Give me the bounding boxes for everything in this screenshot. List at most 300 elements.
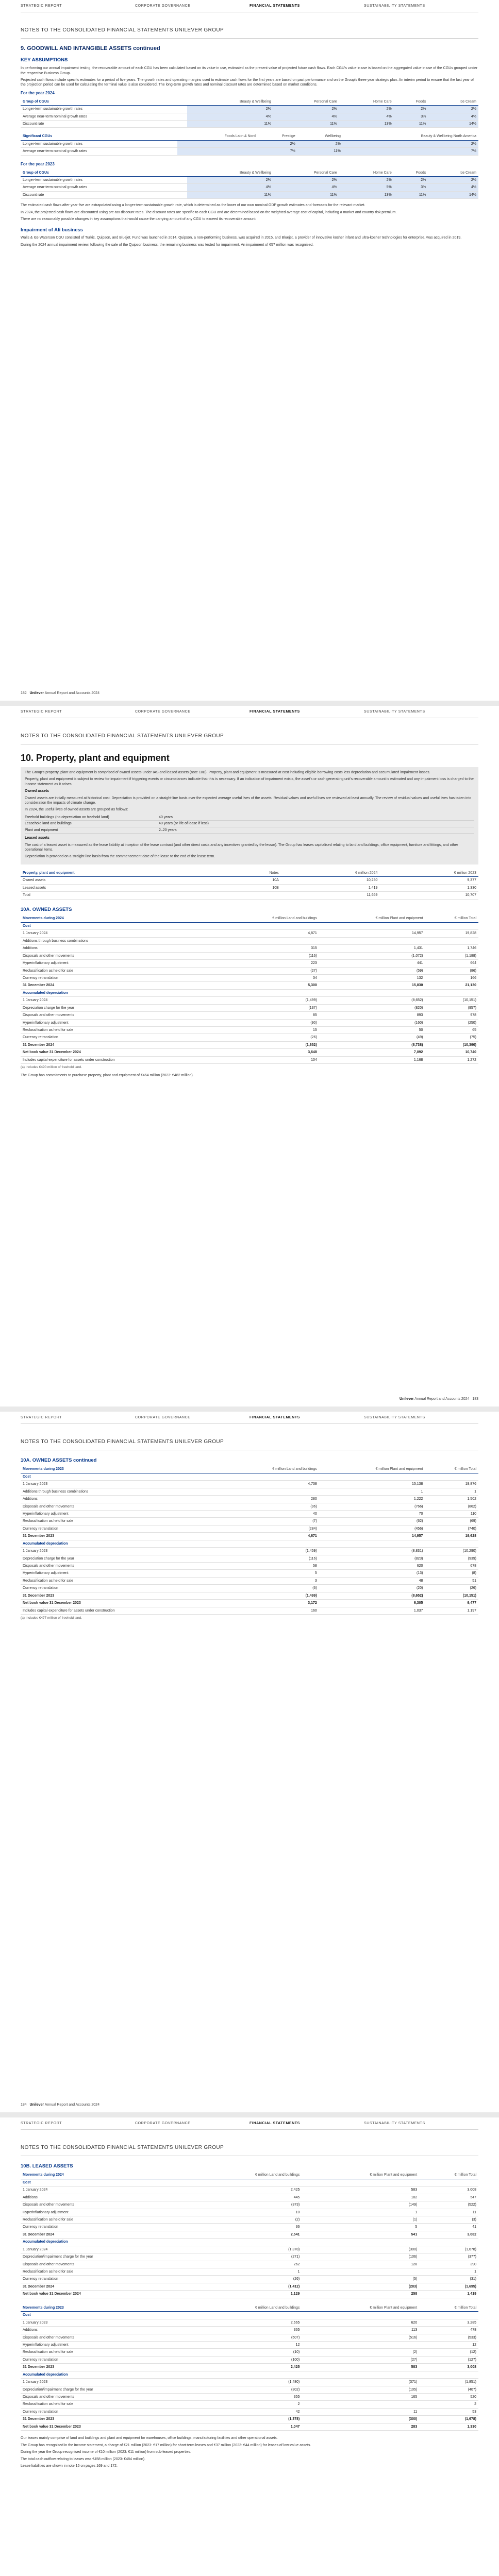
table-cell: 160 [219, 1607, 319, 1614]
table-cell: 1 [425, 1488, 478, 1495]
table-cell: (100) [191, 2356, 302, 2363]
column-header: Group of CGUs [21, 170, 187, 177]
row-label: Hyperinflationary adjustment [21, 1019, 219, 1026]
page-1 [0, 0, 499, 701]
table-cell: (740) [425, 1525, 478, 1532]
table-cell: 10,740 [425, 1049, 478, 1056]
table-cell: (1,188) [425, 952, 478, 959]
table-cell: (10) [191, 2349, 302, 2356]
column-header: € million Total [419, 2304, 478, 2312]
page-footer [21, 691, 99, 696]
report-name: Annual Report and Accounts 2024 [44, 2103, 99, 2107]
row-label: Accumulated depreciation [21, 2239, 191, 2246]
notes-title: NOTES TO THE CONSOLIDATED FINANCIAL STATEMENTS UNILEVER GROUP [21, 1438, 478, 1450]
row-label: Includes capital expenditure for assets under construction [21, 1607, 219, 1614]
table-row [21, 2209, 478, 2216]
table-row [21, 2401, 478, 2408]
cgu-table-2023 [21, 170, 478, 199]
table-cell: (823) [319, 1555, 425, 1562]
nav-sustainability-statements[interactable]: SUSTAINABILITY STATEMENTS [364, 2121, 425, 2125]
notes-title: NOTES TO THE CONSOLIDATED FINANCIAL STATEMENTS UNILEVER GROUP [21, 733, 478, 744]
table-cell: (5) [302, 2276, 419, 2283]
table-cell: 21,130 [425, 982, 478, 989]
table-cell: 3,648 [219, 1049, 319, 1056]
nav-corporate-governance[interactable]: CORPORATE GOVERNANCE [135, 1415, 191, 1419]
paragraph: Property, plant and equipment is subject to review for impairment if triggering events or circumstances indicate that this is necessary. If an indication of impairment exists, the asset's or cash generating unit's recoverable amount is estimated and any impairment loss is charged to the income statement as it arises. [25, 777, 474, 786]
table-cell: 315 [219, 945, 319, 952]
table-row [21, 2201, 478, 2209]
year-2023-heading: For the year 2023 [21, 161, 55, 166]
table-cell [230, 892, 280, 899]
row-label: Currency retranslation [21, 2356, 191, 2363]
notes-title: NOTES TO THE CONSOLIDATED FINANCIAL STATEMENTS UNILEVER GROUP [21, 2144, 478, 2156]
table-row [21, 2341, 478, 2348]
table-cell [419, 2312, 478, 2319]
nav-sustainability-statements[interactable]: SUSTAINABILITY STATEMENTS [364, 1415, 425, 1419]
column-header: € million 2023 [379, 870, 478, 877]
table-cell: 4,738 [219, 1481, 319, 1488]
table-row [21, 2423, 478, 2430]
leased-assets-heading: 10B. LEASED ASSETS [21, 2163, 73, 2169]
table-cell: (12) [419, 2349, 478, 2356]
table-cell: (69) [425, 1518, 478, 1525]
row-label: Average near-term nominal growth rates [21, 184, 187, 191]
table-row [21, 1555, 478, 1562]
table-row [21, 140, 478, 147]
table-cell: (766) [319, 1503, 425, 1510]
table-cell: 2% [187, 106, 273, 113]
row-label: Currency retranslation [21, 1585, 219, 1592]
table-cell: 13% [339, 121, 394, 128]
paragraph: In performing our annual impairment testing, the recoverable amount of each CGU has been calculated based on its value in use, estimated as the present value of projected future cash flows. Each CGU's value in use is based on the aggregated value in use of the CGUs grouped under the respective Business Group. [21, 66, 478, 75]
owned-assets-heading: 10A. OWNED ASSETS [21, 906, 72, 912]
row-label: Net book value 31 December 2023 [21, 2423, 191, 2430]
table-row [21, 982, 478, 989]
row-label: Disposals and other movements [21, 2394, 191, 2401]
table-row [21, 2179, 478, 2186]
table-cell: (1,499) [219, 1592, 319, 1599]
row-label: Discount rate [21, 191, 187, 198]
paragraph: During the year the Group recognised income of €10 million (2023: €11 million) from sub-leased properties. [21, 2450, 191, 2454]
useful-life-item [25, 827, 474, 834]
table-cell: 1,431 [319, 945, 425, 952]
nav-corporate-governance[interactable]: CORPORATE GOVERNANCE [135, 2121, 191, 2125]
table-cell: 4% [273, 113, 339, 120]
table-row [21, 1570, 478, 1577]
table-cell: 2% [428, 177, 478, 184]
accounting-policy-box [21, 767, 478, 865]
table-cell: 11% [187, 121, 273, 128]
nav-financial-statements[interactable]: FINANCIAL STATEMENTS [250, 709, 300, 714]
row-label: Reclassification as held for sale [21, 967, 219, 974]
row-label: Additions [21, 2194, 191, 2201]
table-cell: 262 [191, 2261, 302, 2268]
nav-sustainability-statements[interactable]: SUSTAINABILITY STATEMENTS [364, 709, 425, 714]
table-cell: 12 [191, 2341, 302, 2348]
table-cell: (250) [425, 1019, 478, 1026]
key-assumptions-heading: KEY ASSUMPTIONS [21, 57, 68, 63]
asset-class: Freehold buildings (no depreciation on freehold land) [25, 815, 109, 819]
column-header: Personal Care [273, 170, 339, 177]
table-cell: 280 [219, 1496, 319, 1503]
table-cell: 10B [230, 884, 280, 891]
row-label: Currency retranslation [21, 2224, 191, 2231]
table-cell: 4% [273, 184, 339, 191]
table-cell [425, 922, 478, 929]
row-label: Net book value 31 December 2024 [21, 1049, 219, 1056]
table-row [21, 177, 478, 184]
table-cell: 110 [425, 1510, 478, 1517]
table-cell: 3 [219, 1577, 319, 1584]
table-row [21, 1481, 478, 1488]
table-cell [219, 922, 319, 929]
table-cell: 390 [419, 2261, 478, 2268]
report-name: Annual Report and Accounts 2024 [414, 1397, 470, 1401]
table-cell: 355 [191, 2394, 302, 2401]
table-cell: 113 [302, 2327, 419, 2334]
paragraph: The total cash outflow relating to leases was €458 million (2023: €484 million). [21, 2457, 146, 2461]
column-header: € million Total [425, 1466, 478, 1473]
row-label: Currency retranslation [21, 974, 219, 981]
table-row [21, 2239, 478, 2246]
nav-strategic-report[interactable]: STRATEGIC REPORT [21, 709, 62, 714]
table-cell [319, 1473, 425, 1480]
table-cell: 223 [219, 960, 319, 967]
table-cell: (271) [191, 2253, 302, 2261]
table-row [21, 191, 478, 198]
table-cell: (533) [419, 2334, 478, 2341]
asset-class: Plant and equipment [25, 828, 58, 832]
table-cell: 58 [219, 1563, 319, 1570]
table-cell: 85 [219, 1012, 319, 1019]
table-cell [191, 2179, 302, 2186]
table-cell [191, 2239, 302, 2246]
column-header: Beauty & Wellbeing [187, 170, 273, 177]
table-row [21, 1592, 478, 1599]
table-cell: 2% [187, 177, 273, 184]
useful-life: 40 years [159, 815, 173, 819]
table-cell: (90) [219, 1019, 319, 1026]
row-label: 31 December 2024 [21, 982, 219, 989]
table-row [21, 1019, 478, 1026]
row-label: Reclassification as held for sale [21, 1518, 219, 1525]
table-row [21, 2379, 478, 2386]
table-cell: (1,695) [419, 2283, 478, 2290]
table-row [21, 1027, 478, 1034]
table-row [21, 2231, 478, 2238]
table-cell: (1,499) [219, 997, 319, 1004]
table-header-row [21, 870, 478, 877]
row-label: Cost [21, 922, 219, 929]
table-row [21, 937, 478, 944]
nav-financial-statements[interactable]: FINANCIAL STATEMENTS [250, 2121, 300, 2125]
table-cell: 11% [297, 148, 343, 155]
useful-lives-list [25, 815, 474, 834]
table-cell: 1,047 [191, 2423, 302, 2430]
paragraph: The estimated cash flows after year five are extrapolated using a longer-term sustainable growth rate, which is determined as the lower of our own nominal GDP growth estimates and forecasts for the relevant market. [21, 204, 365, 208]
row-label: Average near-term nominal growth rates [21, 113, 187, 120]
table-cell: 41 [419, 2224, 478, 2231]
paragraph: The Group has recognised in the income statement, a charge of €21 million (2023: €17 million) for short-term leases and €37 million (2023: €44 million) for leases of low-value assets. [21, 2443, 311, 2447]
table-cell: 2% [339, 177, 394, 184]
table-row [21, 2408, 478, 2415]
table-row [21, 2356, 478, 2363]
table-cell: 166 [425, 974, 478, 981]
row-label: Depreciation/impairment charge for the year [21, 2386, 191, 2393]
table-cell: 2% [394, 177, 428, 184]
table-cell: 4% [187, 113, 273, 120]
table-row [21, 113, 478, 120]
row-label: 31 December 2023 [21, 2364, 191, 2371]
paragraph: The cost of a leased asset is measured as the lease liability at inception of the lease contract (and other direct costs and any incentives granted by the lessor). The Group has leases capitalised relating to land and buildings, office equipment, furniture and fittings, and other operational items. [25, 843, 458, 852]
table-cell: (49) [319, 1034, 425, 1041]
table-cell: 1 [319, 1488, 425, 1495]
table-cell: (86) [425, 967, 478, 974]
table-cell: 19,828 [425, 930, 478, 937]
table-cell: (407) [419, 2386, 478, 2393]
top-nav [21, 706, 478, 718]
table-cell: 132 [319, 974, 425, 981]
table-cell: 2% [343, 140, 478, 147]
table-row [21, 1548, 478, 1555]
column-header: € million Land and buildings [219, 1466, 319, 1473]
table-cell: (62) [319, 1518, 425, 1525]
row-label: Disposals and other movements [21, 1563, 219, 1570]
table-row [21, 2416, 478, 2423]
nav-strategic-report[interactable]: STRATEGIC REPORT [21, 1415, 62, 1419]
column-header: € million Land and buildings [219, 915, 319, 922]
table-cell [219, 989, 319, 996]
table-row [21, 960, 478, 967]
table-cell: (957) [425, 1004, 478, 1011]
table-row [21, 121, 478, 128]
table-cell: (1,072) [319, 952, 425, 959]
table-cell: 14,957 [319, 1533, 425, 1540]
row-label: Cost [21, 1473, 219, 1480]
table-cell: 520 [419, 2394, 478, 2401]
nav-corporate-governance[interactable]: CORPORATE GOVERNANCE [135, 709, 191, 714]
table-cell: (127) [419, 2356, 478, 2363]
table-cell: 10 [191, 2209, 302, 2216]
column-header: Movements during 2023 [21, 2304, 191, 2312]
column-header: Wellbeing [297, 133, 343, 140]
nav-financial-statements[interactable]: FINANCIAL STATEMENTS [250, 4, 300, 8]
table-row [21, 1473, 478, 1480]
table-cell: 2% [339, 106, 394, 113]
table-cell: 15,830 [319, 982, 425, 989]
table-cell: (26) [425, 1585, 478, 1592]
table-cell: 11% [273, 121, 339, 128]
table-cell: (371) [302, 2379, 419, 2386]
page-2 [0, 706, 499, 1406]
table-cell: 1 [302, 2209, 419, 2216]
table-row [21, 2216, 478, 2223]
table-cell: 11% [394, 191, 428, 198]
leased-assets-2023-table [21, 2304, 478, 2431]
table-cell: (31) [419, 2276, 478, 2283]
table-cell: 10A [230, 877, 280, 884]
table-cell: 128 [302, 2261, 419, 2268]
table-cell [191, 2371, 302, 2378]
table-cell: 5,300 [219, 982, 319, 989]
table-cell [425, 1473, 478, 1480]
section-title: 9. GOODWILL AND INTANGIBLE ASSETS continued [21, 45, 160, 52]
significant-cgu-table [21, 133, 478, 155]
row-label: Accumulated depreciation [21, 1540, 219, 1547]
row-label: Leased assets [21, 884, 230, 891]
table-cell: (1) [302, 2216, 419, 2223]
table-cell: 3,008 [419, 2187, 478, 2194]
table-cell [319, 922, 425, 929]
nav-sustainability-statements[interactable]: SUSTAINABILITY STATEMENTS [364, 4, 425, 8]
table-cell: (939) [425, 1555, 478, 1562]
table-row [21, 2394, 478, 2401]
table-cell: 11% [273, 191, 339, 198]
table-cell: 70 [319, 1510, 425, 1517]
column-header: Foods Latin & Nord [177, 133, 258, 140]
table-cell: (6) [219, 1585, 319, 1592]
leased-assets-label: Leased assets [25, 836, 49, 840]
owned-assets-label: Owned assets [25, 789, 49, 793]
table-cell [302, 2371, 419, 2378]
nav-corporate-governance[interactable]: CORPORATE GOVERNANCE [135, 4, 191, 8]
table-row [21, 2349, 478, 2356]
page-number: 182 [21, 691, 27, 695]
row-label: Average near-term nominal growth rates [21, 148, 177, 155]
row-label: 31 December 2023 [21, 1533, 219, 1540]
table-cell: (1,459) [219, 1548, 319, 1555]
row-label: Depreciation charge for the year [21, 1004, 219, 1011]
row-label: Owned assets [21, 877, 230, 884]
table-cell: 2,665 [191, 2319, 302, 2326]
table-cell: 365 [191, 2327, 302, 2334]
table-row [21, 2224, 478, 2231]
table-cell: 3,172 [219, 1600, 319, 1607]
paragraph: Projected cash flows include specific estimates for a period of five years. The growth rates and operating margins used to estimate cash flows for the first years are based on past performance and on the Group's three year strategic plan. An interim period to ensure that the last year of the projection period can be used for calculating the terminal value is also considered. The long-term growth rates and nominal discount rates are determined based on market conditions. [21, 78, 474, 87]
table-row [21, 148, 478, 155]
table-cell: 42 [191, 2408, 302, 2415]
paragraph: Depreciation is provided on a straight-line basis from the commencement date of the lease to the end of the lease term. [25, 855, 215, 859]
column-header: Beauty & Wellbeing North America [343, 133, 478, 140]
table-cell: 2% [428, 106, 478, 113]
table-row [21, 997, 478, 1004]
row-label: 31 December 2024 [21, 2231, 191, 2238]
column-header: Group of CGUs [21, 98, 187, 106]
column-header: Movements during 2024 [21, 915, 219, 922]
table-cell: 10,250 [281, 877, 380, 884]
table-cell: 1 [419, 2268, 478, 2276]
table-cell: (105) [302, 2386, 419, 2393]
nav-financial-statements[interactable]: FINANCIAL STATEMENTS [250, 1415, 300, 1419]
table-cell: (8,652) [319, 1592, 425, 1599]
column-header: Beauty & Wellbeing [187, 98, 273, 106]
table-cell: 10,707 [379, 892, 478, 899]
table-cell: 2,425 [191, 2187, 302, 2194]
row-label: Additions [21, 2327, 191, 2334]
table-cell: 4% [428, 184, 478, 191]
row-label: Currency retranslation [21, 1034, 219, 1041]
paragraph: Walls & Ice Waterson CGU consisted of Turkic, Quipson, and Bluejet. Fund was launched in 2014. Quipson, a non-performing business, was acquired in 2015, and Bluejet, a provider of innovative kosher infant and ultra-kosher technologies for enterprise, was acquired in 2019. [21, 236, 462, 240]
table-cell: 102 [302, 2194, 419, 2201]
column-header: Foods [394, 170, 428, 177]
owned-assets-continued-heading: 10A. OWNED ASSETS continued [21, 1457, 97, 1463]
table-cell: (96) [219, 1503, 319, 1510]
table-cell: 1,197 [425, 1607, 478, 1614]
asset-class: Leasehold land and buildings [25, 822, 72, 826]
nav-strategic-report[interactable]: STRATEGIC REPORT [21, 2121, 62, 2125]
table-row [21, 1577, 478, 1584]
brand-name: Unilever [29, 2103, 44, 2107]
paragraph: The Group's property, plant and equipment is comprised of owned assets under IAS and leased assets (note 10B). Property, plant and equipment is measured at cost including eligible borrowing costs less depreciation and accumulated impairment losses. [25, 770, 430, 774]
table-cell: 2,425 [191, 2364, 302, 2371]
table-row [21, 877, 478, 884]
table-cell: 165 [302, 2394, 419, 2401]
nav-strategic-report[interactable]: STRATEGIC REPORT [21, 4, 62, 8]
table-row [21, 106, 478, 113]
table-cell: 14% [428, 191, 478, 198]
impairment-heading: Impairment of Ali business [21, 227, 84, 233]
table-cell: (283) [302, 2283, 419, 2290]
table-cell: 2 [191, 2401, 302, 2408]
row-label: Net book value 31 December 2023 [21, 1600, 219, 1607]
row-label: Currency retranslation [21, 1525, 219, 1532]
ppe-summary-table [21, 870, 478, 900]
page-footer [400, 1397, 478, 1401]
table-cell: (7) [219, 1518, 319, 1525]
table-cell: (1,851) [419, 2379, 478, 2386]
table-cell: 65 [425, 1027, 478, 1034]
row-label: 31 December 2023 [21, 2416, 191, 2423]
table-cell [219, 937, 319, 944]
table-cell: (1,480) [191, 2379, 302, 2386]
useful-life-item [25, 821, 474, 827]
row-label: Currency retranslation [21, 2408, 191, 2415]
table-cell: (59) [319, 967, 425, 974]
row-label: Net book value 31 December 2024 [21, 2291, 191, 2298]
column-header: Movements during 2023 [21, 1466, 219, 1473]
table-cell: 12 [419, 2341, 478, 2348]
table-cell: 2 [419, 2401, 478, 2408]
table-row [21, 2371, 478, 2378]
row-label: Accumulated depreciation [21, 989, 219, 996]
table-cell: (8,831) [319, 1548, 425, 1555]
column-header: Home Care [339, 170, 394, 177]
table-cell: 1 [191, 2268, 302, 2276]
table-cell: 2% [273, 106, 339, 113]
table-cell: 7,092 [319, 1049, 425, 1056]
top-nav [21, 2117, 478, 2130]
page-4 [0, 2117, 499, 2576]
column-header: Movements during 2024 [21, 2172, 191, 2179]
table-cell [302, 2268, 419, 2276]
table-cell: (820) [319, 1004, 425, 1011]
table-cell: 34 [219, 974, 319, 981]
top-nav [21, 1412, 478, 1424]
table-cell: 547 [419, 2194, 478, 2201]
table-cell: (13) [319, 1570, 425, 1577]
row-label: Hyperinflationary adjustment [21, 1510, 219, 1517]
report-name: Annual Report and Accounts 2024 [44, 691, 99, 695]
table-row [21, 1525, 478, 1532]
table-header-row [21, 170, 478, 177]
row-label: Hyperinflationary adjustment [21, 960, 219, 967]
table-cell: 1,222 [319, 1496, 425, 1503]
row-label: Reclassification as held for sale [21, 2349, 191, 2356]
column-header: € million Land and buildings [191, 2172, 302, 2179]
row-label: 1 January 2023 [21, 2379, 191, 2386]
table-cell: 50 [319, 1027, 425, 1034]
table-row [21, 1034, 478, 1041]
